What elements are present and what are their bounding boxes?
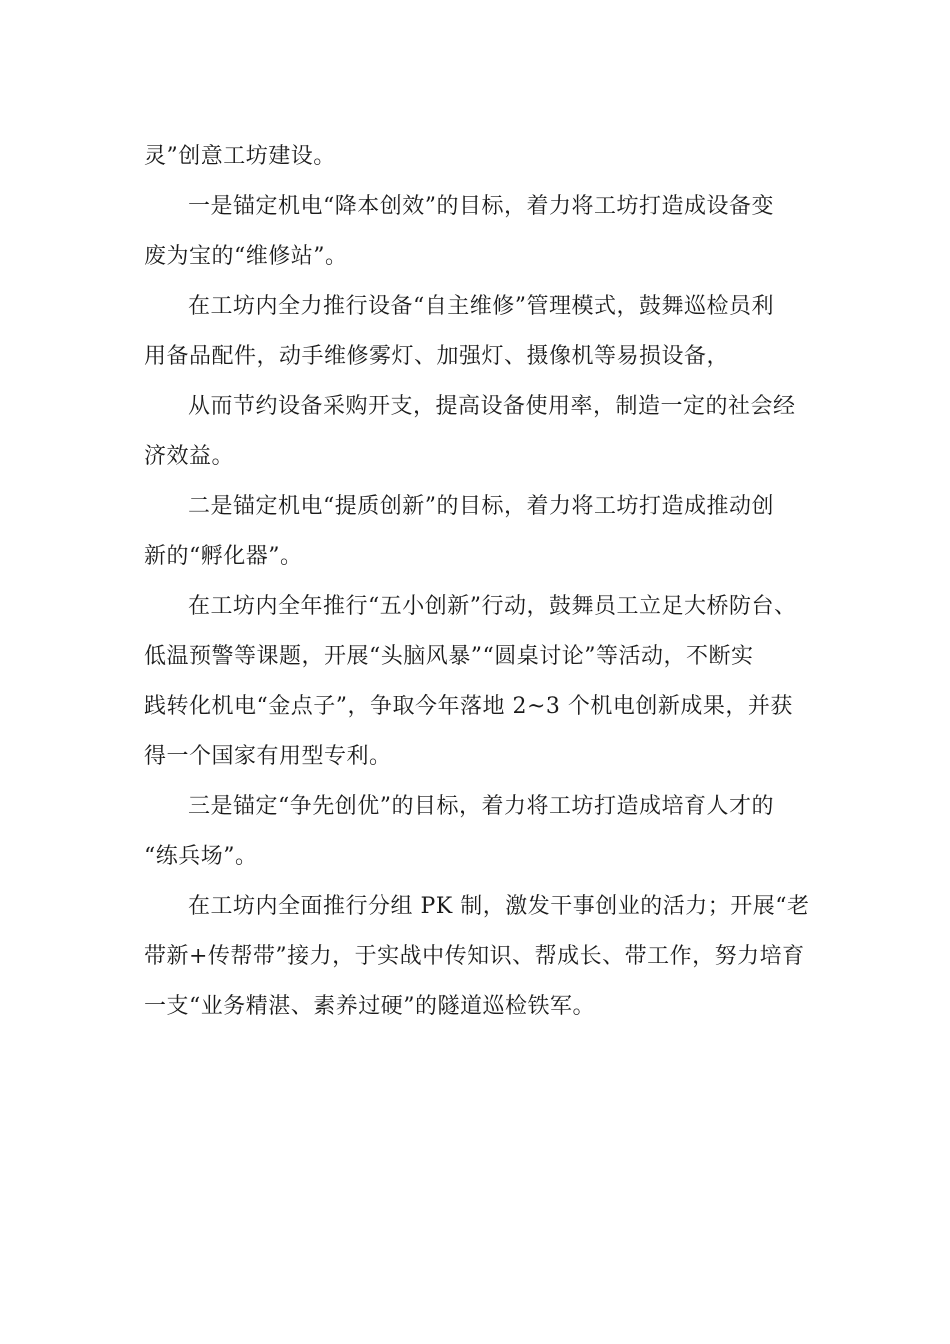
paragraph — [144, 782, 814, 882]
text-line: 在工坊内全力推行设备“自主维修”管理模式，鼓舞巡检员利 — [188, 294, 774, 319]
text-line: 一支“业务精湛、素养过硬”的隧道巡检铁军。 — [144, 994, 595, 1019]
text-line: 低温预警等课题，开展“头脑风暴”“圆桌讨论”等活动，不断实 — [144, 644, 754, 669]
text-line: 用备品配件，动手维修雾灯、加强灯、摄像机等易损设备， — [144, 344, 730, 369]
text-line: “练兵场”。 — [144, 844, 258, 869]
text-line: 在工坊内全年推行“五小创新”行动，鼓舞员工立足大桥防台、 — [188, 594, 797, 619]
text-line: 得一个国家有用型专利。 — [144, 744, 392, 769]
text-line: 带新+传帮带”接力，于实战中传知识、帮成长、带工作，努力培育 — [144, 944, 805, 969]
text-line: 从而节约设备采购开支，提高设备使用率，制造一定的社会经 — [188, 394, 796, 419]
paragraph — [144, 482, 814, 582]
text-line: 灵”创意工坊建设。 — [144, 144, 336, 169]
paragraph — [144, 182, 814, 282]
text-line: 废为宝的“维修站”。 — [144, 244, 348, 269]
text-line: 一是锚定机电“降本创效”的目标，着力将工坊打造成设备变 — [188, 194, 774, 219]
paragraph — [144, 132, 814, 182]
document-body — [144, 132, 814, 1032]
text-line: 三是锚定“争先创优”的目标，着力将工坊打造成培育人才的 — [188, 794, 774, 819]
text-line: 新的“孵化器”。 — [144, 544, 303, 569]
text-line: 济效益。 — [144, 444, 235, 469]
text-line: 在工坊内全面推行分组 PK 制，激发干事创业的活力；开展“老 — [188, 894, 810, 919]
paragraph — [144, 282, 814, 382]
text-line: 践转化机电“金点子”，争取今年落地 2~3 个机电创新成果，并获 — [144, 694, 793, 719]
paragraph — [144, 382, 814, 482]
paragraph — [144, 582, 814, 782]
paragraph — [144, 882, 814, 1032]
text-line: 二是锚定机电“提质创新”的目标，着力将工坊打造成推动创 — [188, 494, 774, 519]
